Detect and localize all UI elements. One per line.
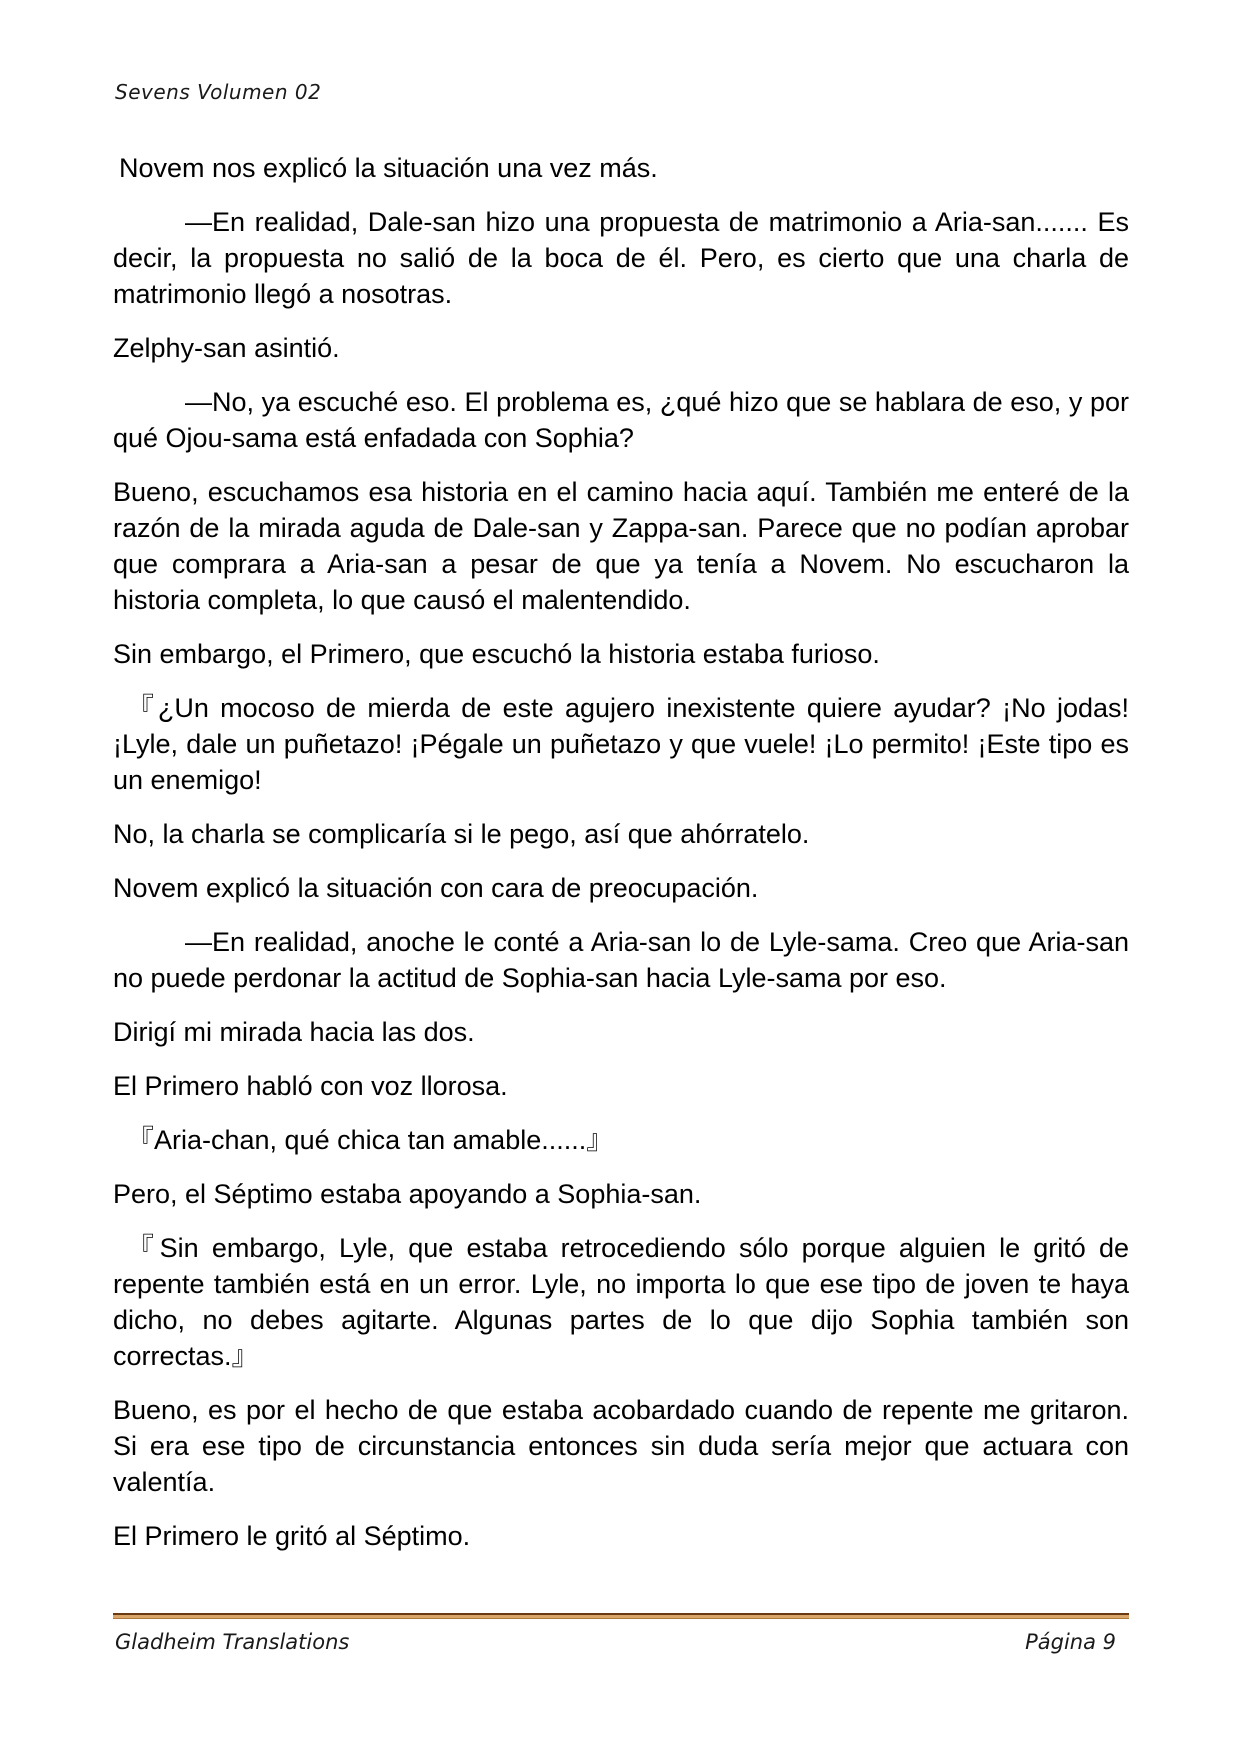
paragraph: Sin embargo, el Primero, que escuchó la historia estaba furioso. — [113, 639, 880, 669]
spirit-dialogue-paragraph: 『Sin embargo, Lyle, que estaba retrocediendo sólo porque alguien le gritó de repente también está en un error. Lyle, no importa lo que ese tipo de joven te haya dicho, no debes agitarte. Algunas partes de lo que dijo Sophia también son correctas.』 — [113, 1233, 1129, 1371]
spirit-dialogue-paragraph: 『¿Un mocoso de mierda de este agujero inexistente quiere ayudar? ¡No jodas! ¡Lyle, dale un puñetazo! ¡Pégale un puñetazo y que vuele! ¡Lo permito! ¡Este tipo es un enemigo! — [113, 693, 1129, 795]
running-header: Sevens Volumen 02 — [115, 80, 322, 104]
paragraph: Novem explicó la situación con cara de preocupación. — [113, 873, 759, 903]
footer-credit: Gladheim Translations — [115, 1630, 350, 1654]
paragraph: El Primero le gritó al Séptimo. — [113, 1521, 471, 1551]
paragraph: Zelphy-san asintió. — [113, 333, 340, 363]
paragraph: No, la charla se complicaría si le pego, así que ahórratelo. — [113, 819, 810, 849]
dialogue-paragraph: —No, ya escuché eso. El problema es, ¿qué hizo que se hablara de eso, y por qué Ojou-sama está enfadada con Sophia? — [113, 387, 1129, 453]
dialogue-paragraph: —En realidad, Dale-san hizo una propuesta de matrimonio a Aria-san....... Es decir, la propuesta no salió de la boca de él. Pero, es cierto que una charla de matrimonio llegó a nosotras. — [113, 207, 1129, 309]
page-body — [113, 150, 1129, 1572]
dialogue-paragraph: —En realidad, anoche le conté a Aria-san lo de Lyle-sama. Creo que Aria-san no puede perdonar la actitud de Sophia-san hacia Lyle-sama por eso. — [113, 927, 1129, 993]
page-number: Página 9 — [1025, 1630, 1116, 1654]
paragraph: Novem nos explicó la situación una vez más. — [119, 153, 658, 183]
paragraph: El Primero habló con voz llorosa. — [113, 1071, 508, 1101]
footer-divider — [113, 1613, 1129, 1619]
paragraph: Pero, el Séptimo estaba apoyando a Sophia-san. — [113, 1179, 702, 1209]
paragraph: Dirigí mi mirada hacia las dos. — [113, 1017, 475, 1047]
spirit-dialogue-paragraph: 『Aria-chan, qué chica tan amable......』 — [127, 1125, 614, 1155]
paragraph: Bueno, es por el hecho de que estaba acobardado cuando de repente me gritaron. Si era ese tipo de circunstancia entonces sin duda sería mejor que actuara con valentía. — [113, 1395, 1129, 1497]
paragraph: Bueno, escuchamos esa historia en el camino hacia aquí. También me enteré de la razón de la mirada aguda de Dale-san y Zappa-san. Parece que no podían aprobar que comprara a Aria-san a pesar de que ya tenía a Novem. No escucharon la historia completa, lo que causó el malentendido. — [113, 477, 1129, 615]
